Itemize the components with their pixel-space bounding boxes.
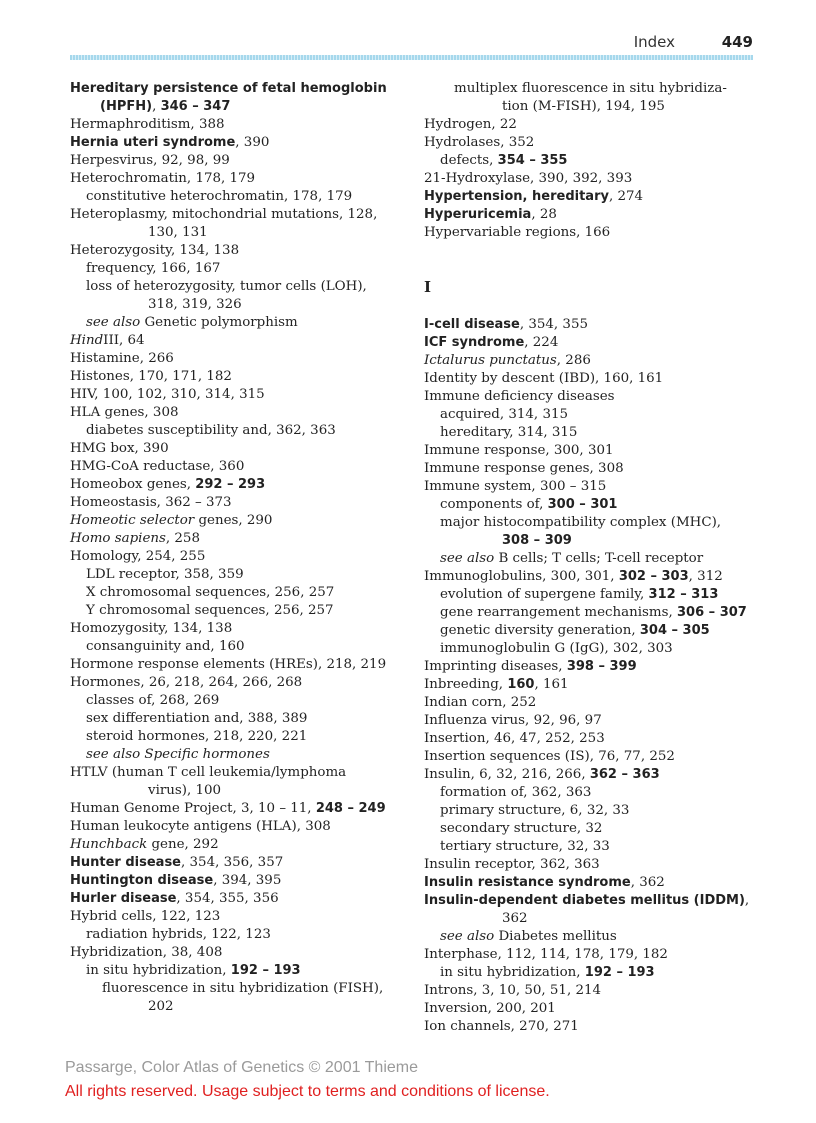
index-entry [424,406,764,424]
index-entry [70,908,410,926]
index-entry [424,658,764,676]
entry-text: hereditary, 314, 315 [440,425,578,440]
entry-text: Hereditary persistence of fetal hemoglobin [70,81,387,96]
index-entry [424,188,764,206]
entry-text: Interphase, 112, 114, 178, 179, 182 [424,947,668,962]
index-entry [70,386,410,404]
entry-text: see also [86,315,141,330]
entry-text: Hind [70,333,104,348]
index-entry [424,278,764,298]
entry-text: 130, 131 [148,225,208,240]
entry-text: Influenza virus, 92, 96, 97 [424,713,602,728]
entry-text: Hypertension, hereditary [424,189,609,204]
entry-text: HLA genes, 308 [70,405,179,420]
entry-text: major histocompatibility complex (MHC), [440,515,722,530]
index-entry [424,460,764,478]
index-entry [70,188,410,206]
entry-text: Immune response genes, 308 [424,461,624,476]
index-entry [424,586,764,604]
entry-text: Hydrogen, 22 [424,117,517,132]
entry-text: Hydrolases, 352 [424,135,535,150]
index-entry [70,674,410,692]
index-entry [70,296,410,314]
entry-text: 202 [148,999,174,1014]
entry-text: Histones, 170, 171, 182 [70,369,232,384]
index-entry [70,332,410,350]
index-entry [424,568,764,586]
entry-text: HMG box, 390 [70,441,169,456]
index-entry [70,854,410,872]
entry-text: classes of, 268, 269 [86,693,220,708]
index-entry [424,206,764,224]
entry-text: HTLV (human T cell leukemia/lymphoma [70,765,347,780]
entry-text: in situ hybridization, [440,965,585,980]
index-entry [424,152,764,170]
entry-text: steroid hormones, 218, 220, 221 [86,729,308,744]
index-entry [70,890,410,908]
index-entry [70,170,410,188]
index-entry [70,530,410,548]
index-entry [70,818,410,836]
index-entry [70,98,410,116]
entry-text: Diabetes mellitus [494,929,617,944]
entry-text: , 286 [556,353,591,368]
entry-text: Hybrid cells, 122, 123 [70,909,221,924]
entry-text: HIV, 100, 102, 310, 314, 315 [70,387,265,402]
entry-text: , 28 [531,207,557,222]
index-entry [424,604,764,622]
entry-text: immunoglobulin G (IgG), 302, 303 [440,641,673,656]
index-entry [424,910,764,928]
index-entry [70,224,410,242]
entry-text: Hormones, 26, 218, 264, 266, 268 [70,675,303,690]
entry-text: in situ hybridization, [86,963,231,978]
entry-text: Inbreeding, [424,677,508,692]
entry-text: , 362 [630,875,665,890]
index-entry [424,532,764,550]
entry-text: consanguinity and, 160 [86,639,245,654]
index-entry [70,80,410,98]
header-rule [70,55,753,60]
index-entry [424,766,764,784]
index-entry [424,224,764,242]
entry-text: secondary structure, 32 [440,821,603,836]
entry-text: see also [440,929,495,944]
index-entry [424,80,764,98]
index-entry [70,998,410,1016]
entry-text: Insertion sequences (IS), 76, 77, 252 [424,749,675,764]
index-entry [70,782,410,800]
entry-text: Histamine, 266 [70,351,174,366]
entry-text: genetic diversity generation, [440,623,640,638]
entry-text: diabetes susceptibility and, 362, 363 [86,423,336,438]
entry-text: Ion channels, 270, 271 [424,1019,579,1034]
entry-text: Hermaphroditism, 388 [70,117,225,132]
entry-text: Hunchback [70,837,148,852]
entry-text: , 161 [534,677,569,692]
entry-text: 292 – 293 [195,477,266,492]
index-entry [70,728,410,746]
entry-text: B cells; T cells; T-cell receptor [494,551,704,566]
index-entry [424,478,764,496]
entry-text: Immune system, 300 – 315 [424,479,607,494]
index-entry [70,800,410,818]
index-entry [424,928,764,946]
entry-text: Introns, 3, 10, 50, 51, 214 [424,983,602,998]
entry-text: 304 – 305 [639,623,710,638]
entry-text: Insertion, 46, 47, 252, 253 [424,731,605,746]
entry-text: I [424,278,432,296]
entry-text: radiation hybrids, 122, 123 [86,927,271,942]
entry-text: 192 – 193 [584,965,655,980]
entry-text: HMG-CoA reductase, 360 [70,459,245,474]
entry-text: Genetic polymorphism [140,315,298,330]
entry-text: frequency, 166, 167 [86,261,221,276]
entry-text: 312 – 313 [648,587,719,602]
entry-text: Herpesvirus, 92, 98, 99 [70,153,230,168]
index-entry [70,548,410,566]
index-entry [424,316,764,334]
index-entry [70,584,410,602]
entry-text: tion (M-FISH), 194, 195 [502,99,665,114]
index-entry [424,982,764,1000]
entry-text: Y chromosomal sequences, 256, 257 [86,603,334,618]
entry-text: defects, [440,153,498,168]
index-entry [424,98,764,116]
index-entry [424,388,764,406]
entry-text: , 312 [688,569,723,584]
entry-text: sex differentiation and, 388, 389 [86,711,308,726]
index-entry [424,442,764,460]
entry-text: 306 – 307 [677,605,747,620]
entry-text: acquired, 314, 315 [440,407,569,422]
index-entry [424,748,764,766]
index-entry [424,946,764,964]
entry-text: Hormone response elements (HREs), 218, 219 [70,657,387,672]
index-entry [70,260,410,278]
entry-text: Imprinting diseases, [424,659,567,674]
index-entry [424,370,764,388]
index-entry [424,170,764,188]
entry-text: Homeobox genes, [70,477,196,492]
entry-text: Huntington disease [70,873,214,888]
entry-text: tertiary structure, 32, 33 [440,839,610,854]
index-entry [70,746,410,764]
index-entry [70,602,410,620]
index-entry [70,692,410,710]
entry-text: Homeotic selector [70,513,195,528]
index-entry [424,334,764,352]
index-entry [70,620,410,638]
index-entry [70,476,410,494]
entry-text: (HPFH) [100,99,153,114]
index-entry [70,350,410,368]
entry-text: 192 – 193 [230,963,301,978]
entry-text: 21-Hydroxylase, 390, 392, 393 [424,171,633,186]
index-entry [70,710,410,728]
entry-text: evolution of supergene family, [440,587,649,602]
entry-text: 302 – 303 [618,569,689,584]
index-entry [424,712,764,730]
index-entry [424,820,764,838]
entry-text: gene, 292 [147,837,219,852]
entry-text: Human leukocyte antigens (HLA), 308 [70,819,331,834]
page-number: 449 [721,33,753,51]
index-entry [70,638,410,656]
entry-text: fluorescence in situ hybridization (FISH), [102,981,384,996]
entry-text: Homology, 254, 255 [70,549,206,564]
index-entry [424,1018,764,1036]
entry-text: Heterochromatin, 178, 179 [70,171,256,186]
entry-text: see also Specific hormones [86,747,270,762]
entry-text: virus), 100 [148,783,222,798]
index-entry [70,368,410,386]
entry-text: 308 – 309 [502,533,572,548]
entry-text: constitutive heterochromatin, 178, 179 [86,189,353,204]
index-entry [70,764,410,782]
index-entry [70,152,410,170]
index-entry [424,676,764,694]
entry-text: Immune deficiency diseases [424,389,615,404]
index-entry [424,856,764,874]
entry-text: formation of, 362, 363 [440,785,592,800]
entry-text: , [744,893,750,908]
entry-text: , 224 [524,335,559,350]
index-entry [424,730,764,748]
entry-text: Hyperuricemia [424,207,532,222]
index-entry [70,404,410,422]
footer-license: All rights reserved. Usage subject to terms and conditions of license. [65,1083,550,1100]
index-entry [424,874,764,892]
entry-text: Hypervariable regions, 166 [424,225,611,240]
entry-text: Ictalurus punctatus [424,353,557,368]
entry-text: Heteroplasmy, mitochondrial mutations, 128, [70,207,378,222]
index-entry [424,116,764,134]
index-entry [70,314,410,332]
index-entry [424,838,764,856]
entry-text: Human Genome Project, 3, 10 – 11, [70,801,316,816]
index-entry [424,134,764,152]
index-entry [70,872,410,890]
index-entry [70,980,410,998]
entry-text: multiplex fluorescence in situ hybridiza- [454,81,727,96]
index-entry [424,496,764,514]
index-entry [424,1000,764,1018]
entry-text: genes, 290 [194,513,273,528]
entry-text: I-cell disease [424,317,520,332]
index-entry [70,512,410,530]
entry-text: , 394, 395 [213,873,282,888]
index-entry [70,422,410,440]
index-column-left [70,80,410,1016]
index-entry [424,622,764,640]
index-entry [70,134,410,152]
index-entry [70,926,410,944]
entry-text: 362 – 363 [589,767,660,782]
entry-text: Hybridization, 38, 408 [70,945,223,960]
entry-text: see also [440,551,495,566]
entry-text: Indian corn, 252 [424,695,537,710]
entry-text: gene rearrangement mechanisms, [440,605,677,620]
entry-text: Hurler disease [70,891,177,906]
footer-copyright: Passarge, Color Atlas of Genetics © 2001 Thieme [65,1059,419,1076]
entry-text: Immunoglobulins, 300, 301, [424,569,619,584]
index-entry [70,944,410,962]
header-title: Index [633,33,675,51]
index-entry [70,206,410,224]
entry-text: LDL receptor, 358, 359 [86,567,244,582]
entry-text: Hunter disease [70,855,182,870]
page-header [70,33,753,53]
index-entry [424,550,764,568]
index-entry [70,566,410,584]
entry-text: 248 – 249 [315,801,386,816]
index-entry [424,640,764,658]
index-entry [424,802,764,820]
index-entry [70,116,410,134]
index-entry [424,424,764,442]
index-entry [424,352,764,370]
index-entry [424,964,764,982]
entry-text: components of, [440,497,548,512]
index-entry [424,694,764,712]
entry-text: Inversion, 200, 201 [424,1001,556,1016]
entry-text: , [152,99,161,114]
index-entry [70,242,410,260]
spacer [424,298,764,316]
entry-text: , 354, 356, 357 [181,855,284,870]
entry-text: Insulin-dependent diabetes mellitus (IDDM) [424,893,745,908]
entry-text: ICF syndrome [424,335,525,350]
entry-text: III, 64 [103,333,145,348]
entry-text: primary structure, 6, 32, 33 [440,803,630,818]
index-entry [70,440,410,458]
index-entry [424,514,764,532]
entry-text: Identity by descent (IBD), 160, 161 [424,371,664,386]
spacer [424,242,764,278]
index-entry [70,836,410,854]
entry-text: Insulin, 6, 32, 216, 266, [424,767,590,782]
entry-text: X chromosomal sequences, 256, 257 [86,585,335,600]
entry-text: 362 [502,911,528,926]
index-entry [70,278,410,296]
entry-text: 398 – 399 [566,659,637,674]
entry-text: loss of heterozygosity, tumor cells (LOH), [86,279,367,294]
entry-text: Homozygosity, 134, 138 [70,621,233,636]
index-entry [424,892,764,910]
index-entry [424,784,764,802]
entry-text: 318, 319, 326 [148,297,242,312]
entry-text: Immune response, 300, 301 [424,443,614,458]
entry-text: , 258 [165,531,200,546]
index-column-right [424,80,764,1036]
index-entry [70,962,410,980]
entry-text: , 274 [608,189,644,204]
entry-text: , 354, 355, 356 [176,891,279,906]
entry-text: 160 [507,677,535,692]
entry-text: Homeostasis, 362 – 373 [70,495,232,510]
entry-text: 346 – 347 [160,99,231,114]
entry-text: Insulin receptor, 362, 363 [424,857,600,872]
entry-text: 354 – 355 [497,153,568,168]
entry-text: Insulin resistance syndrome [424,875,631,890]
index-entry [70,458,410,476]
entry-text: Hernia uteri syndrome [70,135,236,150]
entry-text: Homo sapiens [70,531,166,546]
entry-text: Heterozygosity, 134, 138 [70,243,240,258]
index-entry [70,656,410,674]
entry-text: , 354, 355 [519,317,588,332]
index-entry [70,494,410,512]
entry-text: , 390 [235,135,270,150]
entry-text: 300 – 301 [547,497,618,512]
